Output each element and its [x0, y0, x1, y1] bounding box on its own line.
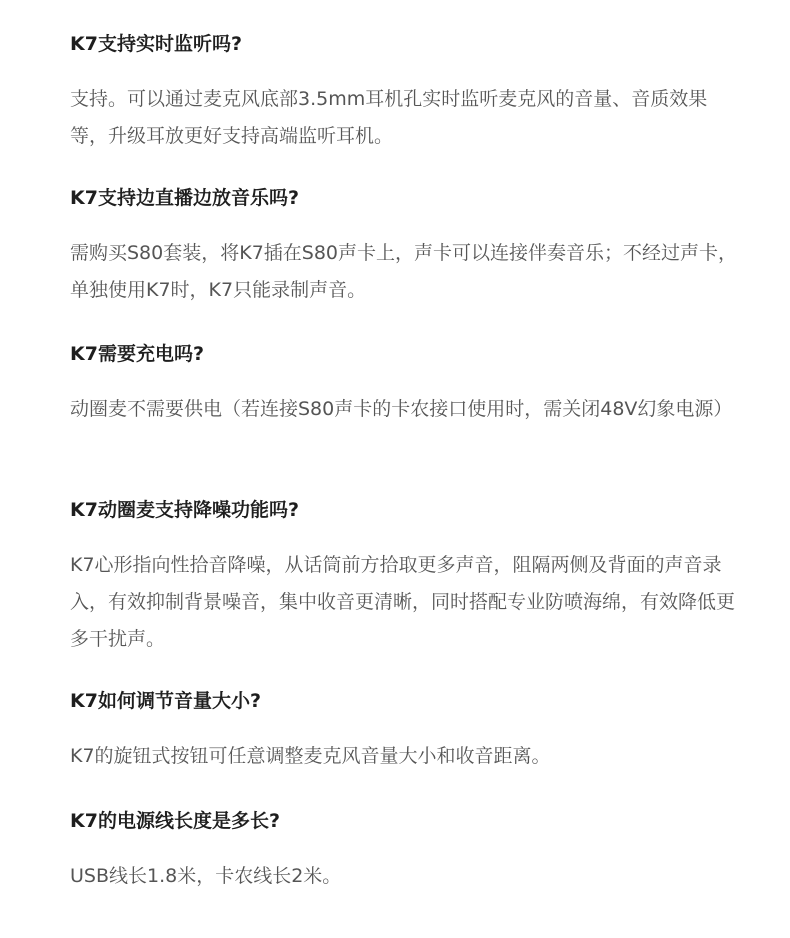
- faq-question: K7动圈麦支持降噪功能吗?: [70, 499, 299, 521]
- faq-question: K7如何调节音量大小?: [70, 690, 261, 712]
- faq-item-realtime-monitoring: [70, 31, 738, 155]
- faq-answer: K7的旋钮式按钮可任意调整麦克风音量大小和收音距离。: [70, 745, 551, 767]
- faq-question: K7支持实时监听吗?: [70, 33, 242, 55]
- faq-answer: K7心形指向性拾音降噪，从话筒前方拾取更多声音，阻隔两侧及背面的声音录入，有效抑制背景噪音，集中收音更清晰，同时搭配专业防喷海绵，有效降低更多干扰声。: [70, 554, 736, 650]
- faq-item-charging: [70, 341, 738, 428]
- faq-question: K7的电源线长度是多长?: [70, 810, 280, 832]
- faq-answer: 动圈麦不需要供电（若连接S80声卡的卡农接口使用时，需关闭48V幻象电源）: [70, 398, 733, 420]
- faq-item-live-music: [70, 185, 738, 309]
- faq-item-noise-reduction: [70, 497, 738, 658]
- faq-question: K7需要充电吗?: [70, 343, 204, 365]
- faq-answer: 支持。可以通过麦克风底部3.5mm耳机孔实时监听麦克风的音量、音质效果等，升级耳放更好支持高端监听耳机。: [70, 88, 708, 147]
- faq-answer: USB线长1.8米，卡农线长2米。: [70, 865, 342, 887]
- faq-item-volume-adjust: [70, 688, 738, 775]
- faq-item-cable-length: [70, 808, 738, 895]
- faq-question: K7支持边直播边放音乐吗?: [70, 187, 299, 209]
- faq-answer: 需购买S80套装，将K7插在S80声卡上，声卡可以连接伴奏音乐；不经过声卡，单独使用K7时，K7只能录制声音。: [70, 242, 738, 301]
